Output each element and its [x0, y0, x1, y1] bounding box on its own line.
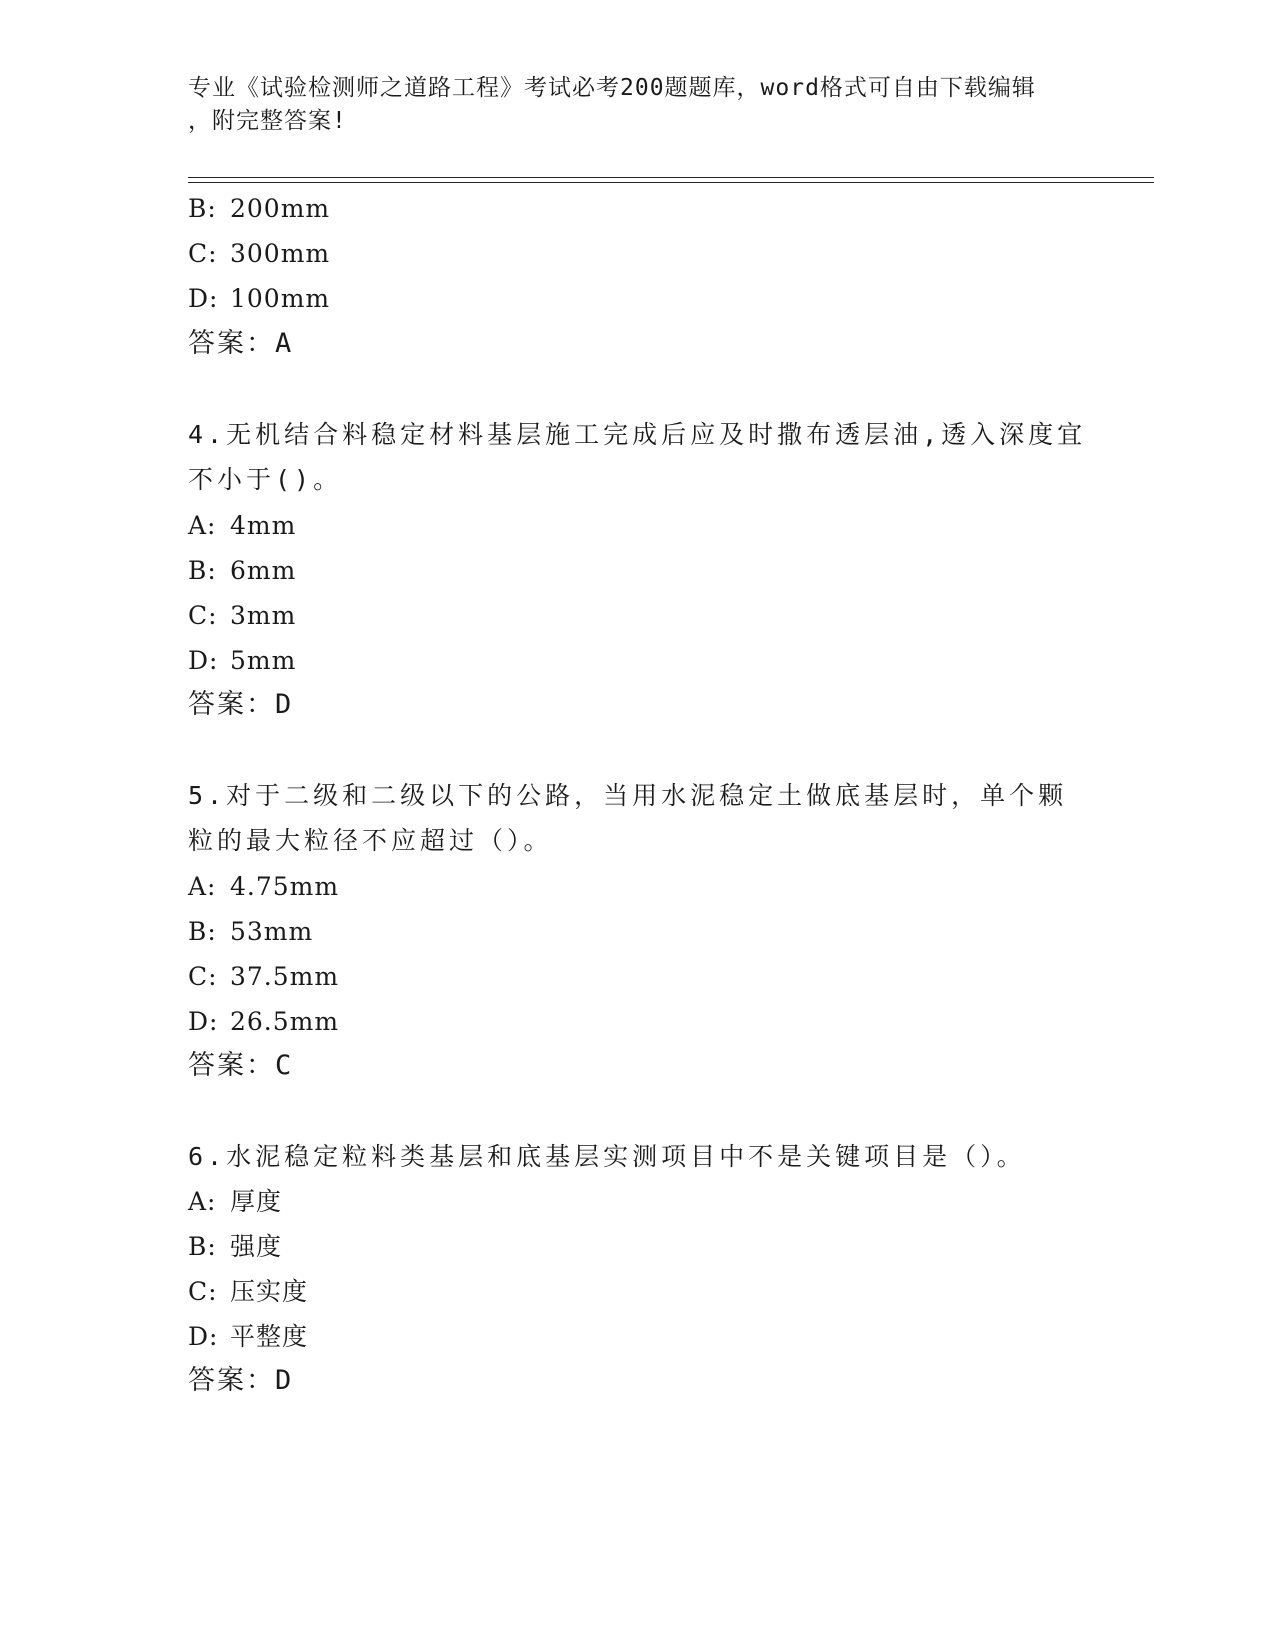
q6-answer: 答案：D: [188, 1365, 294, 1396]
option-text: 压实度: [230, 1277, 309, 1306]
q4-option-c: [188, 601, 296, 631]
option-text: 37.5mm: [230, 962, 340, 991]
option-label: C:: [188, 1277, 218, 1306]
option-text: 300mm: [230, 239, 331, 268]
q4-question-line-1: 4.无机结合料稳定材料基层施工完成后应及时撒布透层油,透入深度宜: [188, 420, 1087, 449]
q4-option-d: [188, 646, 296, 676]
option-text: 4.75mm: [230, 872, 340, 901]
q4-option-a: [188, 511, 296, 541]
header-divider-top: [188, 177, 1154, 178]
document-title: [188, 72, 1068, 138]
option-text: 强度: [230, 1232, 283, 1261]
q4-answer: 答案：D: [188, 689, 294, 720]
q6-option-c: [188, 1277, 308, 1307]
option-text: 6mm: [230, 556, 297, 585]
q4-option-b: [188, 556, 296, 586]
q6-question-line-1: 6.水泥稳定粒料类基层和底基层实测项目中不是关键项目是（）。: [188, 1142, 1026, 1171]
q5-option-a: [188, 872, 339, 902]
option-label: A:: [188, 511, 217, 540]
q6-option-b: [188, 1232, 282, 1262]
q3-answer: 答案：A: [188, 328, 294, 359]
option-text: 平整度: [230, 1322, 309, 1351]
option-label: A:: [188, 872, 217, 901]
option-label: C:: [188, 601, 218, 630]
q5-option-c: [188, 962, 339, 992]
option-label: D:: [188, 646, 219, 675]
option-text: 3mm: [230, 601, 297, 630]
q3-option-d: [188, 284, 330, 314]
option-label: C:: [188, 239, 218, 268]
header-divider-bottom: [188, 182, 1154, 183]
q5-question-line-2: 粒的最大粒径不应超过（）。: [188, 826, 553, 855]
option-label: D:: [188, 284, 219, 313]
title-line-1: 专业《试验检测师之道路工程》考试必考200题题库，word格式可自由下载编辑: [188, 75, 1036, 101]
option-text: 26.5mm: [230, 1007, 340, 1036]
option-label: B:: [188, 194, 217, 223]
option-label: B:: [188, 917, 217, 946]
q4-question-line-2: 不小于()。: [188, 465, 343, 494]
option-text: 100mm: [230, 284, 331, 313]
q5-option-d: [188, 1007, 339, 1037]
option-label: B:: [188, 556, 217, 585]
option-text: 200mm: [230, 194, 331, 223]
option-text: 53mm: [230, 917, 314, 946]
q5-answer: 答案：C: [188, 1050, 294, 1081]
q5-question-line-1: 5.对于二级和二级以下的公路，当用水泥稳定土做底基层时，单个颗: [188, 781, 1068, 810]
option-text: 厚度: [230, 1187, 283, 1216]
option-label: D:: [188, 1007, 219, 1036]
q3-option-c: [188, 239, 330, 269]
title-line-2: ，附完整答案!: [188, 108, 347, 134]
option-text: 4mm: [230, 511, 297, 540]
q6-option-d: [188, 1322, 308, 1352]
option-label: D:: [188, 1322, 219, 1351]
q5-option-b: [188, 917, 313, 947]
option-label: C:: [188, 962, 218, 991]
option-text: 5mm: [230, 646, 297, 675]
option-label: A:: [188, 1187, 217, 1216]
option-label: B:: [188, 1232, 217, 1261]
q3-option-b: [188, 194, 330, 224]
q6-option-a: [188, 1187, 282, 1217]
